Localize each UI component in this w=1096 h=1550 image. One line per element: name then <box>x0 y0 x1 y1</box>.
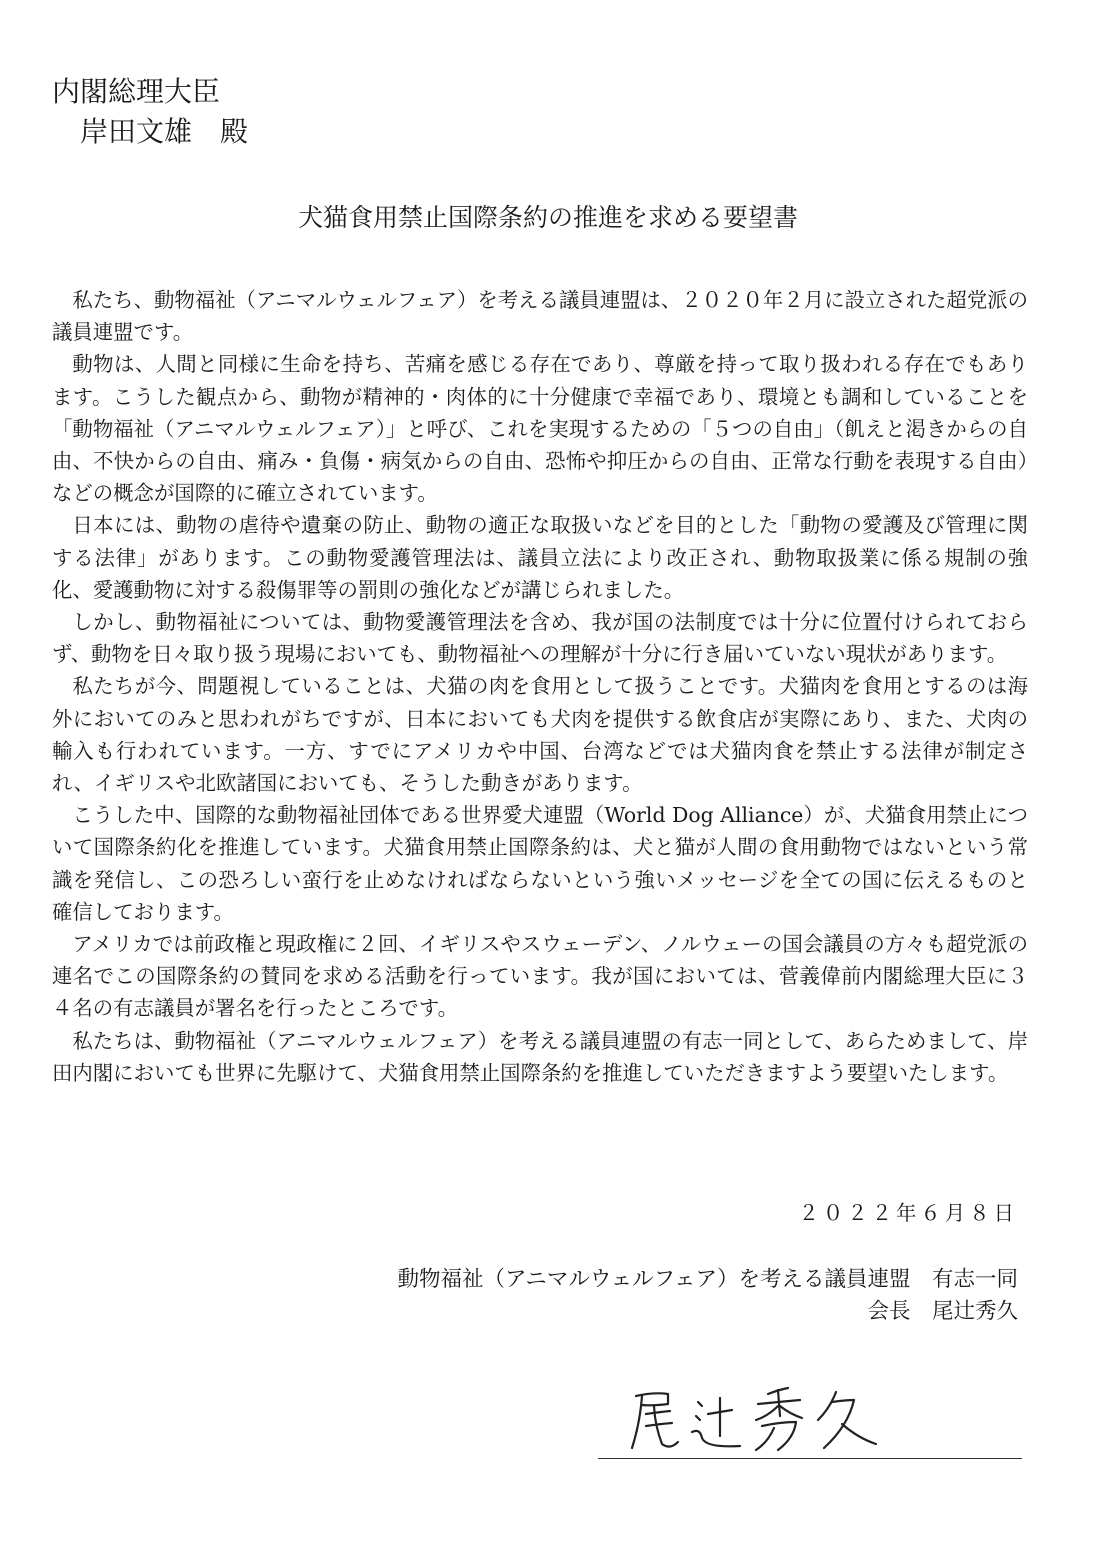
addressee-name: 岸田文雄 殿 <box>80 115 249 148</box>
sender-block <box>398 1264 1019 1328</box>
letter-date: ２０２２年６月８日 <box>798 1201 1018 1225</box>
body-paragraph: 私たち、動物福祉（アニマルウェルフェア）を考える議員連盟は、２０２０年２月に設立された超党派の議員連盟です。 <box>52 288 1028 345</box>
letter-body <box>52 284 1028 1089</box>
body-paragraph: 動物は、人間と同様に生命を持ち、苦痛を感じる存在であり、尊厳を持って取り扱われる存在でもあります。こうした観点から、動物が精神的・肉体的に十分健康で幸福であり、環境とも調和していることを「動物福祉（アニマルウェルフェア）」と呼び、これを実現するための「５つの自由」（飢えと渇きからの自由、不快からの自由、痛み・負傷・病気からの自由、恐怖や抑圧からの自由、正常な行動を表現する自由）などの概念が国際的に確立されています。 <box>52 352 1028 506</box>
body-paragraph: こうした中、国際的な動物福祉団体である世界愛犬連盟（World Dog Alliance）が、犬猫食用禁止について国際条約化を推進しています。犬猫食用禁止国際条約は、犬と猫が人間の食用動物ではないという常識を発信し、この恐ろしい蛮行を止めなければならないという強いメッセージを全ての国に伝えるものと確信しております。 <box>52 803 1028 924</box>
body-paragraph: しかし、動物福祉については、動物愛護管理法を含め、我が国の法制度では十分に位置付けられておらず、動物を日々取り扱う現場においても、動物福祉への理解が十分に行き届いていない現状があります。 <box>52 610 1028 667</box>
body-paragraph: 私たちが今、問題視していることは、犬猫の肉を食用として扱うことです。犬猫肉を食用とするのは海外においてのみと思われがちですが、日本においても犬肉を提供する飲食店が実際にあり、また、犬肉の輸入も行われています。一方、すでにアメリカや中国、台湾などでは犬猫肉食を禁止する法律が制定され、イギリスや北欧諸国においても、そうした動きがあります。 <box>52 674 1028 796</box>
addressee-position: 内閣総理大臣 <box>52 75 221 108</box>
body-paragraph: 日本には、動物の虐待や遺棄の防止、動物の適正な取扱いなどを目的とした「動物の愛護及び管理に関する法律」があります。この動物愛護管理法は、議員立法により改正され、動物取扱業に係る規制の強化、愛護動物に対する殺傷罪等の罰則の強化などが講じられました。 <box>52 513 1028 602</box>
handwritten-signature <box>628 1378 888 1458</box>
document-title: 犬猫食用禁止国際条約の推進を求める要望書 <box>297 203 798 232</box>
addressee-block <box>52 72 248 152</box>
signature-line <box>598 1458 1022 1459</box>
sender-chair: 会長 尾辻秀久 <box>867 1299 1018 1324</box>
sender-organization: 動物福祉（アニマルウェルフェア）を考える議員連盟 有志一同 <box>397 1267 1018 1292</box>
body-paragraph: アメリカでは前政権と現政権に２回、イギリスやスウェーデン、ノルウェーの国会議員の方々も超党派の連名でこの国際条約の賛同を求める活動を行っています。我が国においては、菅義偉前内閣総理大臣に３４名の有志議員が署名を行ったところです。 <box>52 932 1028 1021</box>
body-paragraph: 私たちは、動物福祉（アニマルウェルフェア）を考える議員連盟の有志一同として、あらためまして、岸田内閣においても世界に先駆けて、犬猫食用禁止国際条約を推進していただきますよう要望いたします。 <box>52 1028 1028 1085</box>
